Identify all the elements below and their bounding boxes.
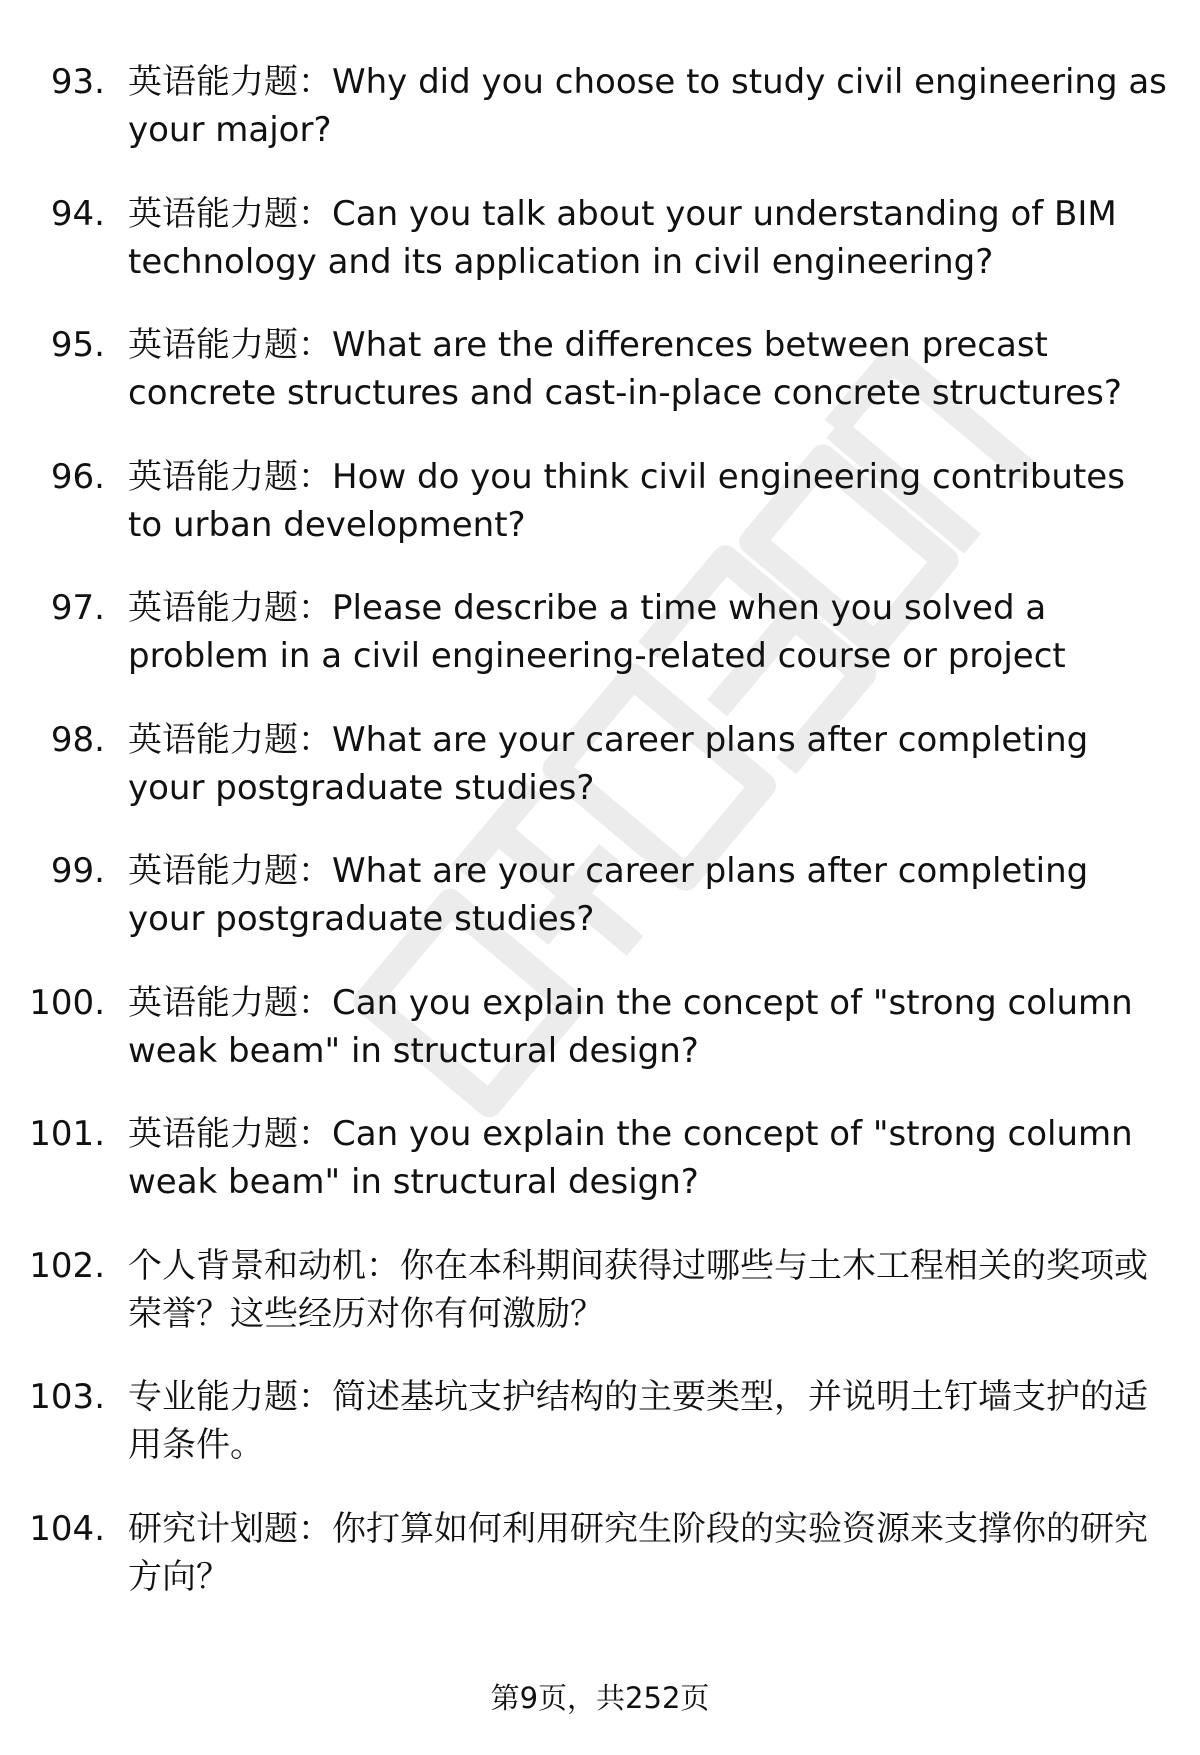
question-number: 104. xyxy=(29,1508,105,1549)
question-category: 英语能力题： xyxy=(128,719,332,760)
question-number: 95. xyxy=(50,325,105,365)
question-text: What are your career plans after completing your postgraduate studies? xyxy=(128,851,1089,939)
question-text: What are your career plans after completing your postgraduate studies? xyxy=(128,719,1089,808)
question-body xyxy=(128,321,1168,417)
question-number: 99. xyxy=(50,851,105,891)
question-number: 98. xyxy=(50,719,105,760)
question-item xyxy=(0,1373,1200,1505)
question-text: 你打算如何利用研究生阶段的实验资源来支撑你的研究方向？ xyxy=(128,1508,1148,1597)
question-item xyxy=(0,1242,1200,1374)
question-item xyxy=(0,190,1200,322)
question-number: 101. xyxy=(29,1114,105,1154)
question-body xyxy=(128,584,1168,680)
question-category: 英语能力题： xyxy=(128,62,332,102)
question-body xyxy=(128,847,1168,943)
question-item xyxy=(0,716,1200,848)
question-category: 英语能力题： xyxy=(128,851,332,891)
page-number-footer: 第9页，共252页 xyxy=(490,1681,710,1715)
question-category: 英语能力题： xyxy=(128,456,332,497)
question-text: What are the differences between precast concrete structures and cast-in-place concrete structures? xyxy=(128,325,1122,413)
question-number: 93. xyxy=(50,62,105,102)
question-text: 简述基坑支护结构的主要类型，并说明土钉墙支护的适用条件。 xyxy=(128,1377,1148,1465)
question-text: Why did you choose to study civil engineering as your major? xyxy=(128,62,1167,150)
question-text: Can you explain the concept of "strong column weak beam" in structural design? xyxy=(128,982,1133,1071)
question-item xyxy=(0,979,1200,1111)
question-category: 研究计划题： xyxy=(128,1508,332,1549)
question-item xyxy=(0,847,1200,979)
question-item xyxy=(0,1110,1200,1242)
question-category: 英语能力题： xyxy=(128,982,332,1023)
question-category: 英语能力题： xyxy=(128,193,332,234)
question-item xyxy=(0,453,1200,585)
question-list xyxy=(0,58,1200,1636)
question-category: 专业能力题： xyxy=(128,1377,332,1417)
question-body xyxy=(128,190,1168,286)
question-text: 你在本科期间获得过哪些与土木工程相关的奖项或荣誉？这些经历对你有何激励？ xyxy=(128,1245,1148,1334)
question-body xyxy=(128,453,1168,549)
question-number: 103. xyxy=(29,1377,105,1417)
question-item xyxy=(0,321,1200,453)
question-body xyxy=(128,979,1168,1075)
question-category: 英语能力题： xyxy=(128,588,332,628)
question-text: Can you talk about your understanding of BIM technology and its application in civil engineering? xyxy=(128,193,1117,282)
question-body xyxy=(128,58,1168,154)
question-body xyxy=(128,716,1168,812)
question-item xyxy=(0,584,1200,716)
question-body xyxy=(128,1373,1168,1469)
question-category: 个人背景和动机： xyxy=(128,1245,400,1286)
question-body xyxy=(128,1242,1168,1338)
question-category: 英语能力题： xyxy=(128,1114,332,1154)
question-number: 100. xyxy=(29,982,105,1023)
question-number: 96. xyxy=(50,456,105,497)
question-text: Please describe a time when you solved a problem in a civil engineering-related course or project xyxy=(128,588,1066,676)
question-body xyxy=(128,1110,1168,1206)
question-number: 102. xyxy=(29,1245,105,1286)
question-item xyxy=(0,1505,1200,1637)
question-category: 英语能力题： xyxy=(128,325,332,365)
question-item xyxy=(0,58,1200,190)
question-number: 97. xyxy=(50,588,105,628)
question-number: 94. xyxy=(50,193,105,234)
question-body xyxy=(128,1505,1168,1601)
question-text: How do you think civil engineering contributes to urban development? xyxy=(128,456,1125,545)
question-text: Can you explain the concept of "strong column weak beam" in structural design? xyxy=(128,1114,1133,1202)
